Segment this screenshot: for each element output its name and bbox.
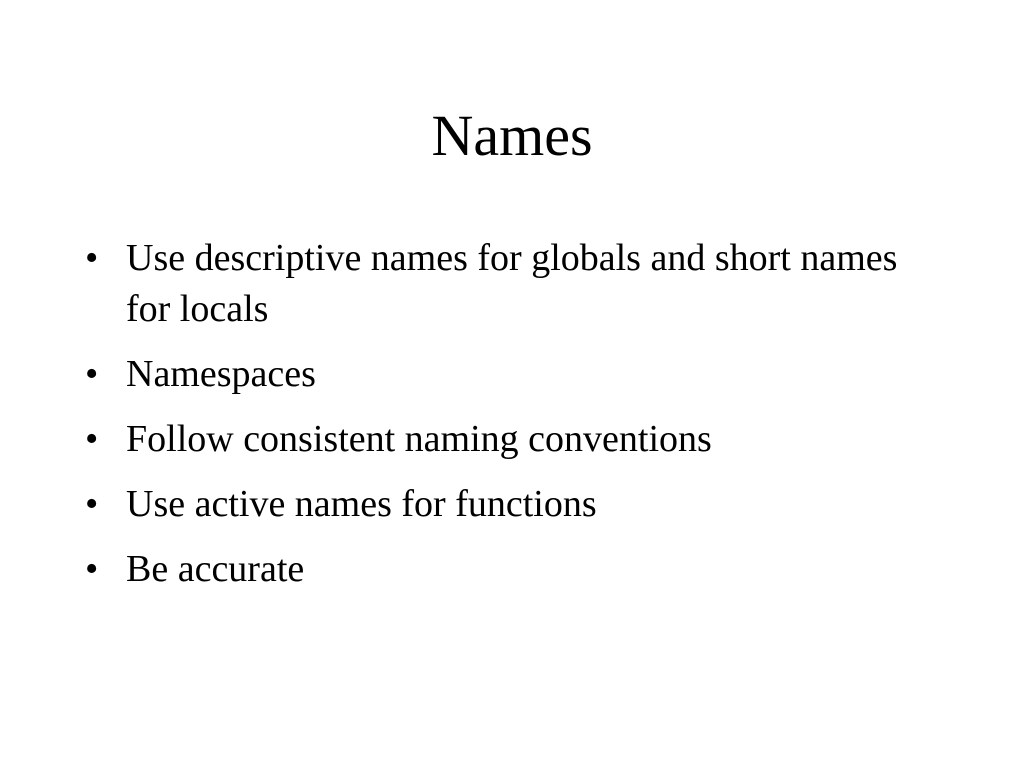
bullet-text: Be accurate: [126, 548, 305, 590]
list-item: [85, 479, 945, 530]
list-item: [85, 544, 945, 595]
list-item: [85, 233, 945, 335]
list-item: [85, 349, 945, 400]
bullet-text: Follow consistent naming conventions: [126, 418, 712, 460]
bullet-text: Use descriptive names for globals and short names for locals: [126, 237, 898, 330]
bullet-marker: •: [85, 548, 99, 590]
slide-title: Names: [431, 103, 593, 168]
bullet-text: Use active names for functions: [126, 483, 597, 525]
bullet-marker: •: [85, 418, 99, 460]
bullet-marker: •: [85, 483, 99, 525]
list-item: [85, 414, 945, 465]
bullet-list: [85, 233, 945, 609]
bullet-marker: •: [85, 237, 99, 279]
bullet-marker: •: [85, 353, 99, 395]
bullet-text: Namespaces: [126, 353, 316, 395]
